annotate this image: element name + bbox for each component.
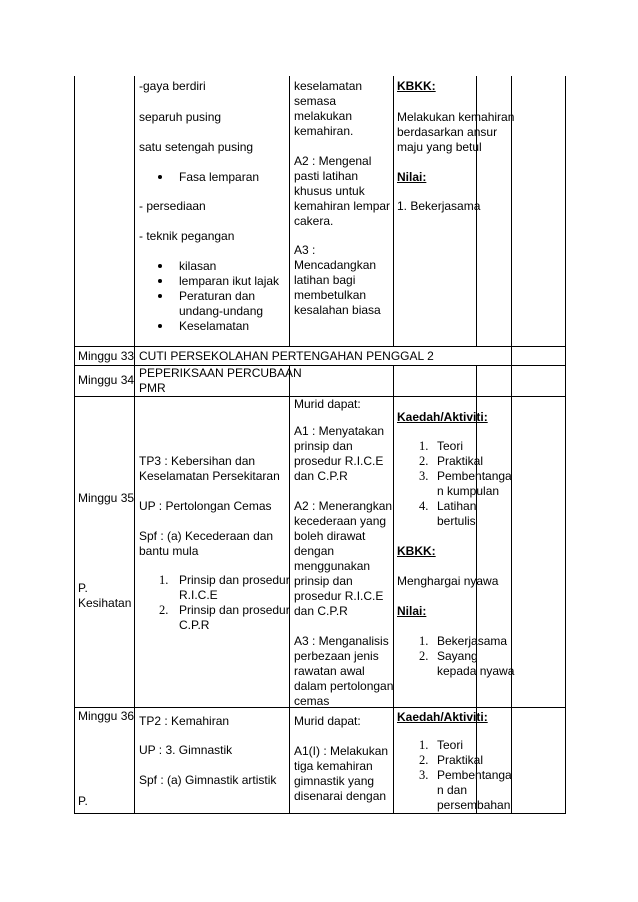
list-item: Prinsip dan prosedur bbox=[179, 603, 290, 617]
list-number: 4. bbox=[419, 499, 429, 513]
objective-line: Murid dapat: bbox=[294, 397, 361, 411]
week-label: Minggu 33 bbox=[78, 349, 135, 363]
list-item: Praktikal bbox=[437, 454, 484, 468]
objective-line: A1 : Menyatakan bbox=[294, 424, 385, 438]
bullet-icon bbox=[158, 324, 162, 328]
content-line: - teknik pegangan bbox=[139, 229, 235, 243]
objective-line: Murid dapat: bbox=[294, 714, 361, 728]
nilai-heading: Nilai: bbox=[397, 604, 427, 618]
exam-text: PEPERIKSAAN PERCUBAAN bbox=[139, 366, 302, 380]
list-item: Pembentanga bbox=[437, 768, 512, 782]
bullet-text: Keselamatan bbox=[179, 319, 250, 333]
list-number: 2. bbox=[419, 649, 429, 663]
kbkk-line: berdasarkan ansur bbox=[397, 125, 498, 139]
row-line-5 bbox=[74, 813, 566, 814]
border-right bbox=[565, 76, 566, 813]
objective-line: perbezaan jenis bbox=[294, 649, 379, 663]
objective-line: prinsip dan bbox=[294, 439, 353, 453]
holiday-text: CUTI PERSEKOLAHAN PERTENGAHAN PENGGAL 2 bbox=[139, 349, 434, 363]
objective-line: semasa bbox=[294, 94, 337, 108]
objective-line: prosedur R.I.C.E bbox=[294, 454, 384, 468]
list-item: bertulis bbox=[437, 514, 476, 528]
topic-line: Keselamatan Persekitaran bbox=[139, 469, 280, 483]
objective-line: keselamatan bbox=[294, 79, 363, 93]
nilai-heading: Nilai: bbox=[397, 170, 427, 184]
bullet-text: kilasan bbox=[179, 259, 217, 273]
subject-label: P. bbox=[78, 581, 88, 595]
objective-line: boleh dirawat bbox=[294, 529, 366, 543]
exam-text: PMR bbox=[139, 381, 166, 395]
kbkk-line: Melakukan kemahiran bbox=[397, 110, 515, 124]
list-number: 1. bbox=[419, 738, 429, 752]
divider-col1 bbox=[134, 76, 135, 813]
objective-line: A2 : Menerangkan bbox=[294, 499, 393, 513]
week-label: Minggu 34 bbox=[78, 373, 135, 387]
objective-line: dan C.P.R bbox=[294, 469, 348, 483]
topic-line: Spf : (a) Kecederaan dan bbox=[139, 529, 274, 543]
objective-line: gimnastik yang bbox=[294, 774, 375, 788]
list-item: Sayang bbox=[437, 649, 478, 663]
list-item: Pembentanga bbox=[437, 469, 512, 483]
content-line: separuh pusing bbox=[139, 110, 222, 124]
objective-line: dengan bbox=[294, 544, 335, 558]
list-item: C.P.R bbox=[179, 618, 210, 632]
content-line: - persediaan bbox=[139, 199, 206, 213]
objective-line: cemas bbox=[294, 694, 330, 708]
kaedah-heading: Kaedah/Aktiviti: bbox=[397, 410, 488, 424]
divider-col5-bot bbox=[476, 365, 477, 813]
content-line: -gaya berdiri bbox=[139, 79, 206, 93]
objective-line: membetulkan bbox=[294, 288, 367, 302]
objective-line: Mencadangkan bbox=[294, 258, 377, 272]
objective-line: rawatan awal bbox=[294, 664, 365, 678]
list-item: Prinsip dan prosedur bbox=[179, 573, 290, 587]
divider-col3-bot bbox=[393, 365, 394, 813]
objective-line: A3 : Menganalisis bbox=[294, 634, 389, 648]
topic-line: UP : 3. Gimnastik bbox=[139, 743, 233, 757]
divider-col2-top bbox=[289, 76, 290, 346]
list-number: 2. bbox=[419, 753, 429, 767]
list-number: 1. bbox=[159, 573, 169, 587]
list-number: 1. bbox=[419, 634, 429, 648]
border-left bbox=[74, 76, 75, 813]
objective-line: kesalahan biasa bbox=[294, 303, 381, 317]
objective-line: kecederaan yang bbox=[294, 514, 387, 528]
list-number: 2. bbox=[159, 603, 169, 617]
objective-line: khusus untuk bbox=[294, 184, 365, 198]
objective-line: tiga kemahiran bbox=[294, 759, 373, 773]
objective-line: cakera. bbox=[294, 214, 334, 228]
kbkk-line: Menghargai nyawa bbox=[397, 574, 499, 588]
objective-line: kemahiran lempar bbox=[294, 199, 391, 213]
bullet-text: Fasa lemparan bbox=[179, 170, 260, 184]
list-item: kepada nyawa bbox=[437, 664, 515, 678]
list-item: Teori bbox=[437, 738, 464, 752]
list-item: Latihan bbox=[437, 499, 477, 513]
list-number: 2. bbox=[419, 454, 429, 468]
list-item: Praktikal bbox=[437, 753, 484, 767]
subject-label: P. bbox=[78, 794, 88, 808]
topic-line: bantu mula bbox=[139, 544, 199, 558]
list-number: 3. bbox=[419, 768, 429, 782]
bullet-text: undang-undang bbox=[179, 304, 264, 318]
list-item: R.I.C.E bbox=[179, 588, 218, 602]
objective-line: latihan bagi bbox=[294, 273, 356, 287]
kbkk-heading: KBKK: bbox=[397, 79, 436, 93]
week-label: Minggu 35 bbox=[78, 491, 135, 505]
objective-line: pasti latihan bbox=[294, 169, 359, 183]
objective-line: A1(I) : Melakukan bbox=[294, 744, 389, 758]
bullet-icon bbox=[158, 175, 162, 179]
objective-line: kemahiran. bbox=[294, 124, 354, 138]
kaedah-heading: Kaedah/Aktiviti: bbox=[397, 710, 488, 724]
objective-line: prosedur R.I.C.E bbox=[294, 589, 384, 603]
list-item: Teori bbox=[437, 439, 464, 453]
objective-line: dan C.P.R bbox=[294, 604, 348, 618]
bullet-text: lemparan ikut lajak bbox=[179, 274, 280, 288]
list-number: 3. bbox=[419, 469, 429, 483]
objective-line: A2 : Mengenal bbox=[294, 154, 372, 168]
bullet-icon bbox=[158, 279, 162, 283]
topic-line: TP3 : Kebersihan dan bbox=[139, 454, 256, 468]
bullet-icon bbox=[158, 294, 162, 298]
list-item: persembahan bbox=[437, 798, 511, 812]
kbkk-line: maju yang betul bbox=[397, 140, 482, 154]
bullet-text: Peraturan dan bbox=[179, 289, 256, 303]
objective-line: prinsip dan bbox=[294, 574, 353, 588]
divider-col6 bbox=[511, 76, 512, 813]
bullet-icon bbox=[158, 264, 162, 268]
content-line: satu setengah pusing bbox=[139, 140, 254, 154]
objective-line: A3 : bbox=[294, 243, 316, 257]
nilai-line: 1. Bekerjasama bbox=[397, 199, 481, 213]
row-line-1 bbox=[74, 346, 566, 347]
divider-col2-bot bbox=[289, 365, 290, 813]
objective-line: dalam pertolongan bbox=[294, 679, 394, 693]
week-label: Minggu 36 bbox=[78, 709, 135, 723]
list-number: 1. bbox=[419, 439, 429, 453]
kbkk-heading: KBKK: bbox=[397, 544, 436, 558]
list-item: n dan bbox=[437, 783, 468, 797]
objective-line: disenarai dengan bbox=[294, 789, 387, 803]
list-item: n kumpulan bbox=[437, 484, 500, 498]
topic-line: UP : Pertolongan Cemas bbox=[139, 499, 272, 513]
subject-label: Kesihatan bbox=[78, 596, 132, 610]
topic-line: TP2 : Kemahiran bbox=[139, 714, 230, 728]
objective-line: melakukan bbox=[294, 109, 353, 123]
objective-line: menggunakan bbox=[294, 559, 371, 573]
divider-col3-top bbox=[393, 76, 394, 346]
list-item: Bekerjasama bbox=[437, 634, 508, 648]
topic-line: Spf : (a) Gimnastik artistik bbox=[139, 773, 277, 787]
